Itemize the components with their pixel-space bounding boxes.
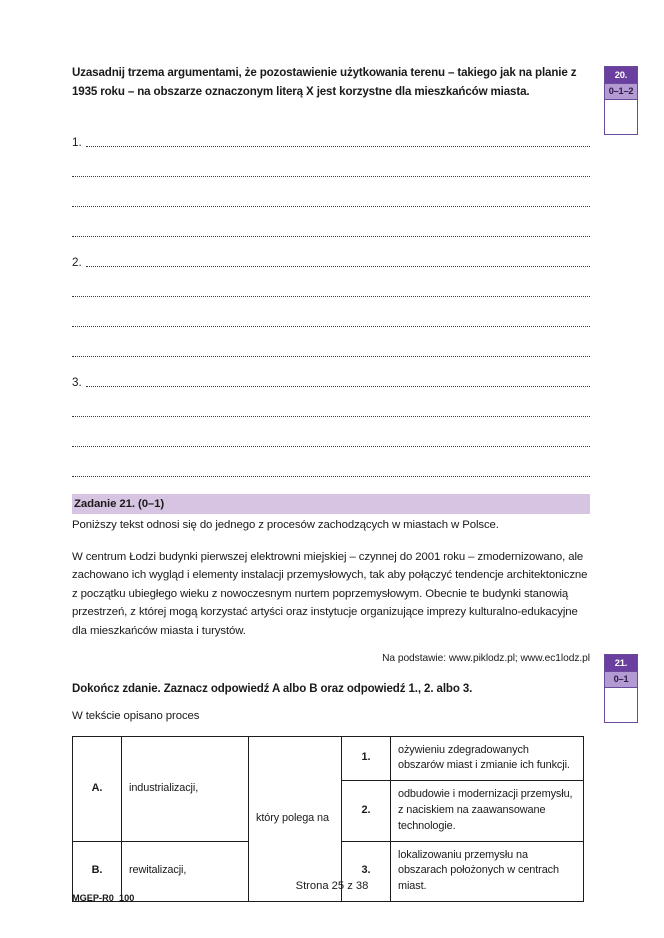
answer-line[interactable] — [72, 180, 590, 210]
answer-line[interactable] — [72, 150, 590, 180]
option-text-1[interactable]: ożywieniu zdegradowanych obszarów miast i zmianie ich funkcji. — [391, 736, 584, 781]
answer-line[interactable] — [72, 360, 590, 390]
dotted-rule[interactable] — [72, 235, 590, 237]
dotted-rule[interactable] — [72, 475, 590, 477]
answer-group-3 — [72, 360, 590, 480]
option-number-3[interactable]: 3. — [342, 841, 391, 901]
answer-matrix-table — [72, 736, 584, 903]
option-letter-a[interactable]: A. — [73, 736, 122, 841]
answer-line[interactable] — [72, 450, 590, 480]
dotted-rule[interactable] — [72, 445, 590, 447]
score-box-entry-field[interactable] — [605, 688, 637, 722]
answer-line[interactable] — [72, 390, 590, 420]
dotted-rule[interactable] — [72, 175, 590, 177]
score-box-task-20 — [604, 66, 638, 135]
footer-page-number: Strona 25 z 38 — [295, 880, 369, 892]
task-21-source: Na podstawie: www.piklodz.pl; www.ec1lodz.pl — [382, 652, 590, 664]
dotted-rule[interactable] — [86, 145, 590, 147]
score-box-number: 20. — [605, 67, 637, 83]
answer-line[interactable] — [72, 300, 590, 330]
task-20-prompt: Uzasadnij trzema argumentami, że pozostawienie użytkowania terenu – takiego jak na planie z 1935 roku – na obszarze oznaczonym literą X jest korzystne dla mieszkańców miasta. — [72, 66, 577, 98]
answer-group-1 — [72, 120, 590, 240]
score-box-range: 0–1 — [605, 671, 637, 689]
dotted-rule[interactable] — [72, 295, 590, 297]
task-21-intro: Poniższy tekst odnosi się do jednego z procesów zachodzących w miastach w Polsce. — [72, 519, 499, 532]
answer-line[interactable] — [72, 240, 590, 270]
dotted-rule[interactable] — [72, 415, 590, 417]
task-21-heading: Zadanie 21. (0–1) — [72, 494, 590, 515]
table-row — [73, 736, 584, 781]
option-number-1[interactable]: 1. — [342, 736, 391, 781]
answer-line[interactable] — [72, 210, 590, 240]
task-21-instruction: Dokończ zdanie. Zaznacz odpowiedź A albo B oraz odpowiedź 1., 2. albo 3. — [72, 682, 473, 695]
dotted-rule[interactable] — [86, 265, 590, 267]
dotted-rule[interactable] — [72, 325, 590, 327]
answer-group-label: 3. — [72, 375, 82, 389]
option-letter-b[interactable]: B. — [73, 841, 122, 901]
option-number-2[interactable]: 2. — [342, 781, 391, 841]
task-21-stem: W tekście opisano proces — [72, 709, 200, 722]
dotted-rule[interactable] — [72, 205, 590, 207]
option-text-2[interactable]: odbudowie i modernizacji przemysłu, z naciskiem na zaawansowane technologie. — [391, 781, 584, 841]
answer-group-2 — [72, 240, 590, 360]
dotted-rule[interactable] — [86, 385, 590, 387]
score-box-entry-field[interactable] — [605, 100, 637, 134]
dotted-rule[interactable] — [72, 355, 590, 357]
task-21-passage: W centrum Łodzi budynki pierwszej elektrowni miejskiej – czynnej do 2001 roku – zmodernizowano, ale zachowano ich wygląd i elementy instalacji przemysłowych, tak aby połączyć tendencje architektoniczne z początku ubiegłego wieku z nowoczesnym nurtem poprzemysłowym. Obecnie te budynki stanowią przestrzeń, z której mogą korzystać artyści oraz instytucje organizujące imprezy kulturalno-edukacyjne dla mieszkańców miasta i turystów. — [72, 550, 588, 637]
answer-line[interactable] — [72, 270, 590, 300]
footer-sheet-code: MGEP-R0_100 — [72, 893, 135, 903]
answer-line[interactable] — [72, 120, 590, 150]
option-text-3[interactable]: lokalizowaniu przemysłu na obszarach położonych w centrach miast. — [391, 841, 584, 901]
answer-line[interactable] — [72, 330, 590, 360]
task-20-answer-area — [72, 120, 590, 480]
answer-group-label: 2. — [72, 255, 82, 269]
score-box-range: 0–1–2 — [605, 83, 637, 101]
page-content — [72, 64, 590, 902]
score-box-number: 21. — [605, 655, 637, 671]
score-box-task-21 — [604, 654, 638, 723]
answer-group-label: 1. — [72, 135, 82, 149]
matrix-connector: który polega na — [249, 736, 342, 902]
task-21-section — [72, 494, 590, 903]
answer-line[interactable] — [72, 420, 590, 450]
option-term-a[interactable]: industrializacji, — [122, 736, 249, 841]
option-term-b[interactable]: rewitalizacji, — [122, 841, 249, 901]
